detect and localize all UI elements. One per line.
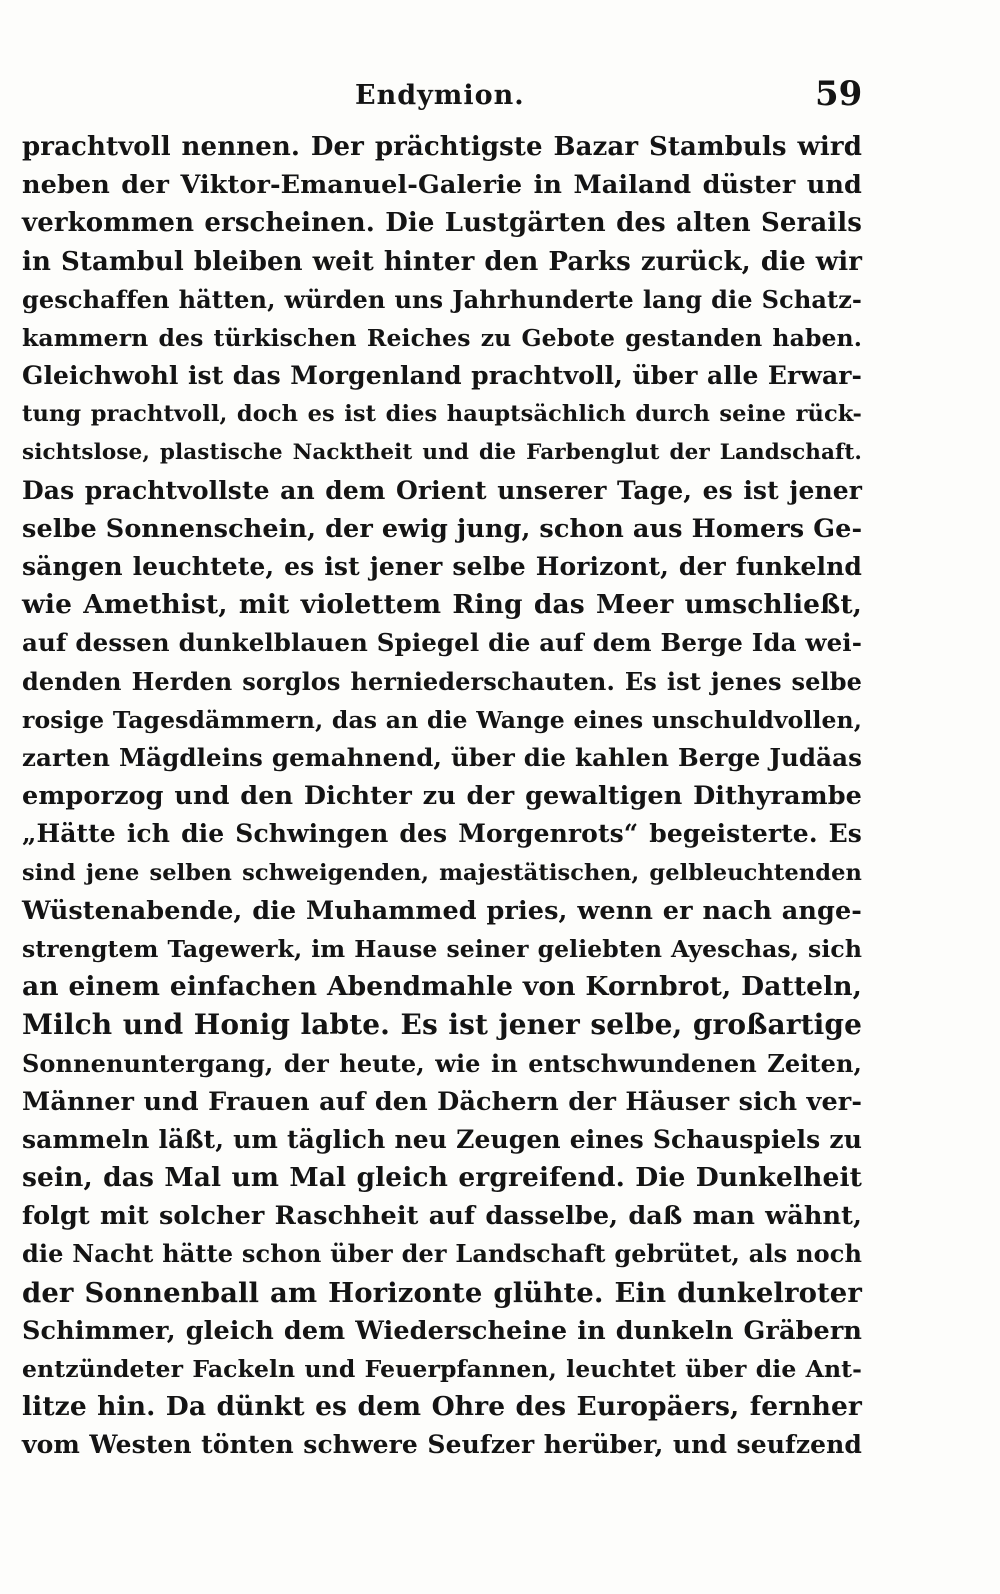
text-line: zarten Mägdleins gemahnend, über die kahlen Berge Judäas xyxy=(22,743,862,772)
text-line: in Stambul bleiben weit hinter den Parks zurück, die wir xyxy=(22,246,862,277)
text-line: sein, das Mal um Mal gleich ergreifend. Die Dunkelheit xyxy=(22,1162,862,1194)
text-line: selbe Sonnenschein, der ewig jung, schon aus Homers Ge- xyxy=(22,513,863,544)
text-line: geschaffen hätten, würden uns Jahrhunderte lang die Schatz- xyxy=(22,284,862,314)
running-head xyxy=(0,72,1000,122)
text-line: Das prachtvollste an dem Orient unserer Tage, es ist jener xyxy=(22,475,862,505)
text-line: tung prachtvoll, doch es ist dies hauptsächlich durch seine rück- xyxy=(22,401,862,428)
text-line: emporzog und den Dichter zu der gewaltigen Dithyrambe xyxy=(22,781,862,812)
text-line: sammeln läßt, um täglich neu Zeugen eines Schauspiels zu xyxy=(22,1124,862,1154)
text-line: Sonnenuntergang, der heute, wie in entschwundenen Zeiten, xyxy=(22,1048,862,1078)
text-line: Milch und Honig labte. Es ist jener selbe, großartige xyxy=(22,1008,862,1042)
text-line: verkommen erscheinen. Die Lustgärten des alten Serails xyxy=(22,208,862,239)
text-line: Wüstenabende, die Muhammed pries, wenn er nach ange- xyxy=(22,895,862,926)
text-line: kammern des türkischen Reiches zu Gebote gestanden haben. xyxy=(22,323,862,352)
text-line: die Nacht hätte schon über der Landschaft gebrütet, als noch xyxy=(22,1239,862,1269)
text-line: denden Herden sorglos herniederschauten. Es ist jenes selbe xyxy=(22,666,862,696)
body-text xyxy=(22,128,862,1465)
text-line: an einem einfachen Abendmahle von Kornbrot, Datteln, xyxy=(22,971,862,1003)
text-line: sängen leuchtete, es ist jener selbe Horizont, der funkelnd xyxy=(22,552,862,582)
text-line: neben der Viktor-Emanuel-Galerie in Mailand düster und xyxy=(22,170,862,201)
text-line: rosige Tagesdämmern, das an die Wange eines unschuldvollen, xyxy=(22,705,862,734)
text-line: entzündeter Fackeln und Feuerpfannen, leuchtet über die Ant- xyxy=(22,1355,862,1383)
text-line: „Hätte ich die Schwingen des Morgenrots“ begeisterte. Es xyxy=(22,819,862,849)
text-line: sichtslose, plastische Nacktheit und die Farbenglut der Landschaft. xyxy=(22,439,862,465)
text-line: litze hin. Da dünkt es dem Ohre des Europäers, fernher xyxy=(22,1391,862,1423)
running-title: Endymion. xyxy=(355,80,525,111)
text-line: Gleichwohl ist das Morgenland prachtvoll, über alle Erwar- xyxy=(22,361,862,391)
text-line: auf dessen dunkelblauen Spiegel die auf dem Berge Ida wei- xyxy=(22,628,862,658)
text-line: Schimmer, gleich dem Wiederscheine in dunkeln Gräbern xyxy=(22,1315,862,1346)
text-line: der Sonnenball am Horizonte glühte. Ein dunkelroter xyxy=(22,1276,862,1309)
text-line: Männer und Frauen auf den Dächern der Häuser sich ver- xyxy=(22,1086,862,1117)
text-line: sind jene selben schweigenden, majestätischen, gelbleuchtenden xyxy=(22,859,862,886)
text-line: wie Amethist, mit violettem Ring das Meer umschließt, xyxy=(22,589,862,621)
text-line: prachtvoll nennen. Der prächtigste Bazar Stambuls wird xyxy=(22,132,862,162)
text-line: vom Westen tönten schwere Seufzer herüber, und seufzend xyxy=(22,1430,862,1460)
text-line: strengtem Tagewerk, im Hause seiner geliebten Ayeschas, sich xyxy=(22,934,862,963)
page-number: 59 xyxy=(815,74,863,114)
text-line: folgt mit solcher Raschheit auf dasselbe, daß man wähnt, xyxy=(22,1201,862,1232)
